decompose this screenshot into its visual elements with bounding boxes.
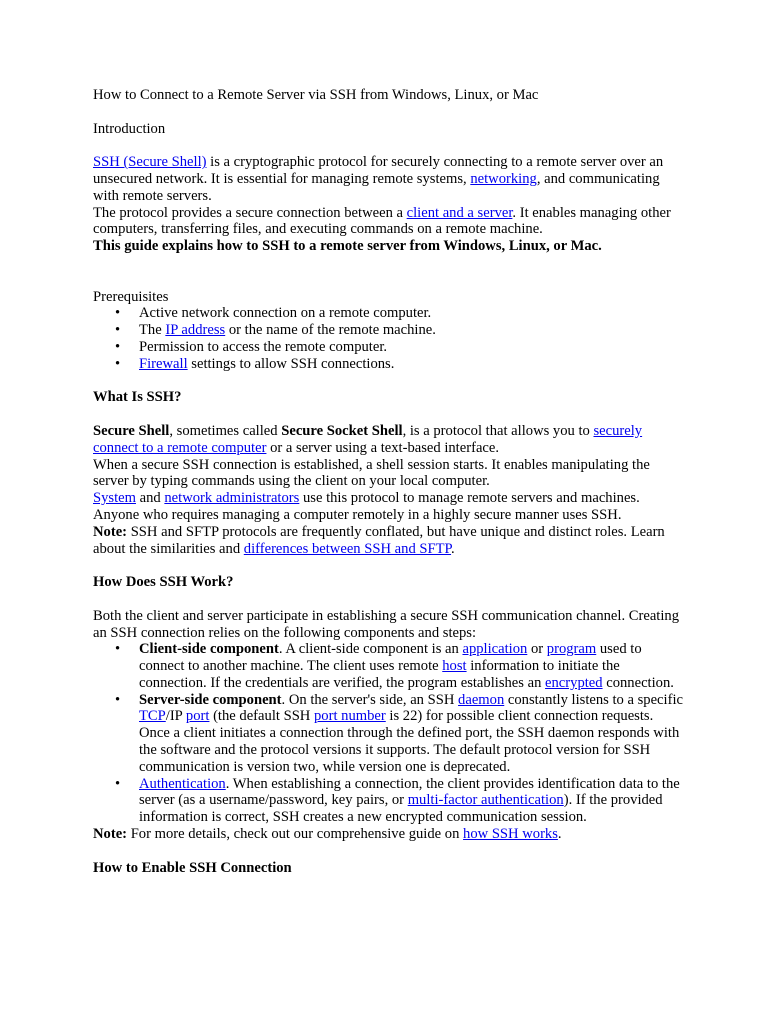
how-note: Note: For more details, check out our comprehensive guide on how SSH works. bbox=[93, 826, 562, 843]
how-ssh-works-link[interactable]: how SSH works bbox=[463, 826, 558, 843]
system-link[interactable]: System bbox=[93, 490, 136, 507]
client-server-link[interactable]: client and a server bbox=[406, 204, 513, 221]
host-link[interactable]: host bbox=[442, 658, 467, 675]
secure-connect-link[interactable]: securely connect to a remote computer bbox=[93, 422, 643, 456]
list-item: • Server-side component. On the server's side, an SSH daemon constantly listens to a specific TCP/IP port (the default SSH port number is 22) for possible client connection requests. Once a client initiates a connection through the defined port, the SSH daemon responds with the software and the protocol versions it supports. The default protocol version for SSH communication is version two, while version one is deprecated. bbox=[93, 692, 683, 776]
list-item: • Permission to access the remote computer. bbox=[93, 339, 683, 356]
list-item: • Client-side component. A client-side component is an application or program used to connect to another machine. The client uses remote host information to initiate the connection. If the credentials are verified, the program establishes an encrypted connection. bbox=[93, 641, 683, 691]
list-item: • The IP address or the name of the remote machine. bbox=[93, 322, 683, 339]
intro-bold-line: This guide explains how to SSH to a remote server from Windows, Linux, or Mac. bbox=[93, 238, 602, 255]
document-title: How to Connect to a Remote Server via SSH from Windows, Linux, or Mac bbox=[93, 87, 539, 103]
ssh-link[interactable]: SSH (Secure Shell) bbox=[93, 154, 207, 171]
firewall-link[interactable]: Firewall bbox=[139, 355, 188, 372]
what-paragraph-3: System and network administrators use this protocol to manage remote servers and machines. Anyone who requires managing a computer remotely in a highly secure manner uses SSH. bbox=[93, 490, 640, 523]
tcp-link[interactable]: TCP bbox=[139, 708, 166, 725]
port-number-link[interactable]: port number bbox=[314, 708, 386, 725]
intro-heading: Introduction bbox=[93, 120, 166, 137]
how-paragraph-1: Both the client and server participate in establishing a secure SSH communication channel. Creating an SSH connection relies on the following components and steps: bbox=[93, 607, 680, 641]
prereq-list bbox=[93, 305, 683, 372]
what-paragraph-2: When a secure SSH connection is established, a shell session starts. It enables manipulating the server by typing commands using the client on your local computer. bbox=[93, 456, 650, 490]
encrypted-link[interactable]: encrypted bbox=[545, 674, 603, 691]
port-link[interactable]: port bbox=[185, 708, 210, 725]
enable-heading: How to Enable SSH Connection bbox=[93, 859, 292, 876]
what-heading: What Is SSH? bbox=[93, 389, 182, 406]
daemon-link[interactable]: daemon bbox=[458, 691, 505, 708]
intro-paragraph-2: The protocol provides a secure connection between a client and a server. It enables managing other computers, transferring files, and executing commands on a remote machine. bbox=[93, 204, 671, 238]
list-item: • Firewall settings to allow SSH connections. bbox=[93, 356, 683, 373]
program-link[interactable]: program bbox=[546, 641, 597, 658]
intro-paragraph-1: SSH (Secure Shell) is a cryptographic protocol for securely connecting to a remote server over an unsecured network. It is essential for managing remote systems, networking, and communicating with remote servers. bbox=[93, 154, 664, 204]
list-item: • Active network connection on a remote computer. bbox=[93, 305, 683, 322]
ip-address-link[interactable]: IP address bbox=[165, 322, 226, 339]
prereq-heading: Prerequisites bbox=[93, 288, 169, 305]
document bbox=[93, 87, 683, 876]
networking-link[interactable]: networking bbox=[470, 170, 537, 187]
application-link[interactable]: application bbox=[462, 641, 528, 658]
list-item: • Authentication. When establishing a connection, the client provides identification data to the server (as a username/password, key pairs, or multi-factor authentication). If the provided information is correct, SSH creates a new encrypted communication session. bbox=[93, 776, 683, 826]
how-heading: How Does SSH Work? bbox=[93, 574, 234, 591]
network-administrators-link[interactable]: network administrators bbox=[164, 490, 300, 507]
ssh-sftp-differences-link[interactable]: differences between SSH and SFTP bbox=[243, 540, 452, 557]
mfa-link[interactable]: multi-factor authentication bbox=[407, 792, 564, 809]
what-paragraph-1: Secure Shell, sometimes called Secure Socket Shell, is a protocol that allows you to securely connect to a remote computer or a server using a text-based interface. bbox=[93, 422, 643, 456]
what-note: Note: SSH and SFTP protocols are frequently conflated, but have unique and distinct roles. Learn about the similarities and differences between SSH and SFTP. bbox=[93, 523, 665, 557]
authentication-link[interactable]: Authentication bbox=[139, 775, 226, 792]
how-list bbox=[93, 641, 683, 826]
